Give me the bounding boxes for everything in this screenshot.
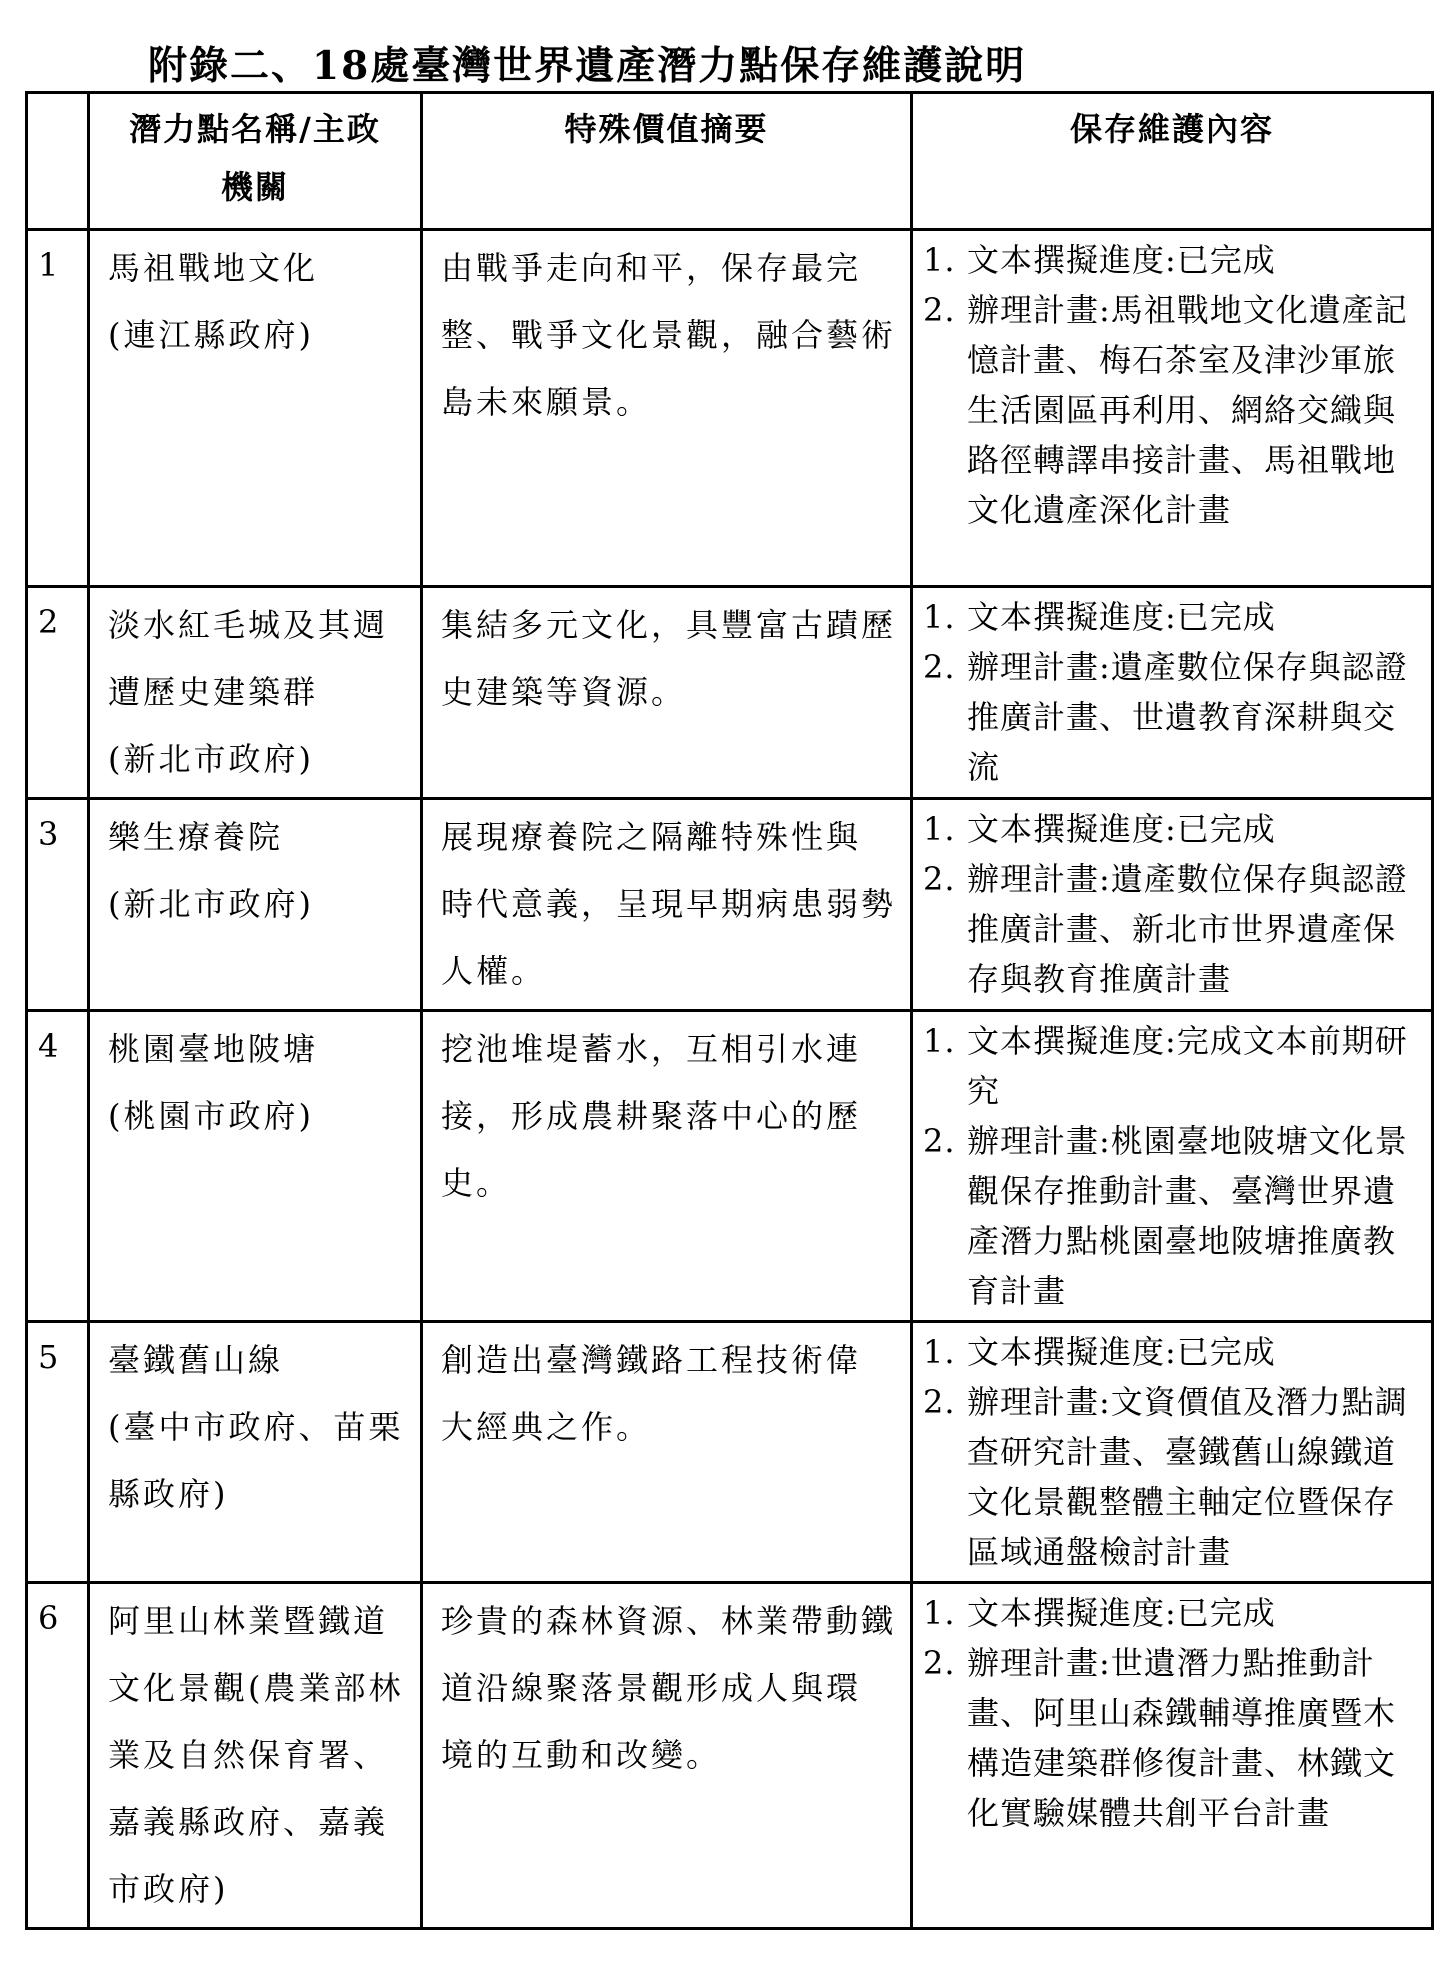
preservation-table [25,91,1434,1930]
value-summary-line: 時代意義，呈現早期病患弱勢 [441,885,897,923]
preservation-content-cell [912,1322,1433,1583]
site-name-line: (臺中市政府、苗栗 [108,1408,404,1446]
site-name-cell [89,1322,422,1583]
list-item-text: 辦理計畫:桃園臺地陂塘文化景觀保存推動計畫、臺灣世界遺產潛力點桃園臺地陂塘推廣教育計畫 [967,1122,1408,1310]
table-header-row [27,93,1433,230]
value-summary-line: 史建築等資源。 [441,673,687,711]
value-summary-line: 史。 [441,1164,512,1202]
site-name-line: 淡水紅毛城及其週 [108,606,389,644]
value-summary-line: 整、戰爭文化景觀，融合藝術 [441,316,897,354]
header-site-line: 機關 [220,168,289,206]
list-item-index: 2. [923,648,956,686]
site-name-cell [89,230,422,587]
site-name-line: (桃園市政府) [108,1097,314,1135]
preservation-content-cell [912,1583,1433,1929]
site-name-cell [89,1583,422,1929]
value-summary-cell [422,587,912,799]
value-summary-line: 挖池堆堤蓄水，互相引水連 [441,1030,862,1068]
list-item-text: 文本撰擬進度:完成文本前期研究 [967,1022,1408,1110]
site-name-line: 嘉義縣政府、嘉義 [108,1803,389,1841]
value-summary-line: 創造出臺灣鐵路工程技術偉 [441,1341,862,1379]
site-name-line: 縣政府) [108,1475,229,1513]
value-summary-line: 集結多元文化，具豐富古蹟歷 [441,606,897,644]
list-item [923,1377,1419,1577]
preservation-content-cell [912,587,1433,799]
list-item-text: 辦理計畫:文資價值及潛力點調查研究計畫、臺鐵舊山線鐵道文化景觀整體主軸定位暨保存區域通盤檢討計畫 [967,1383,1408,1571]
list-item [923,642,1419,792]
site-name-cell [89,1011,422,1322]
list-item-text: 文本撰擬進度:已完成 [967,1333,1276,1371]
preservation-list [923,592,1419,792]
list-item-text: 辦理計畫:遺產數位保存與認證推廣計畫、新北市世界遺產保存與教育推廣計畫 [967,860,1408,998]
list-item-index: 2. [923,1644,956,1682]
site-name-line: (連江縣政府) [108,316,314,354]
list-item-index: 1. [923,241,956,279]
site-name-line: 桃園臺地陂塘 [108,1030,319,1068]
list-item [923,1638,1419,1838]
site-name-cell [89,799,422,1011]
value-summary-cell [422,799,912,1011]
list-item-text: 文本撰擬進度:已完成 [967,598,1276,636]
site-name-line: 遭歷史建築群 [108,673,319,711]
table-row [27,1322,1433,1583]
value-summary-line: 由戰爭走向和平，保存最完 [441,249,862,287]
value-summary-cell [422,1011,912,1322]
list-item-text: 文本撰擬進度:已完成 [967,1594,1276,1632]
list-item-index: 1. [923,810,956,848]
list-item [923,235,1419,285]
list-item-text: 辦理計畫:馬祖戰地文化遺產記憶計畫、梅石茶室及津沙軍旅生活園區再利用、網絡交織與路徑轉譯串接計畫、馬祖戰地文化遺產深化計畫 [967,291,1408,529]
list-item-text: 辦理計畫:遺產數位保存與認證推廣計畫、世遺教育深耕與交流 [967,648,1408,786]
header-num [27,93,89,230]
row-number: 3 [27,799,89,1011]
value-summary-line: 境的互動和改變。 [441,1736,722,1774]
site-name-line: 樂生療養院 [108,818,284,856]
list-item-text: 辦理計畫:世遺潛力點推動計畫、阿里山森鐵輔導推廣暨木構造建築群修復計畫、林鐵文化實驗媒體共創平台計畫 [967,1644,1397,1832]
list-item [923,1588,1419,1638]
list-item-index: 2. [923,1383,956,1421]
preservation-list [923,804,1419,1004]
list-item-index: 2. [923,1122,956,1160]
list-item-index: 1. [923,1022,956,1060]
site-name-line: 文化景觀(農業部林 [108,1669,404,1707]
preservation-list [923,1016,1419,1316]
table-row [27,587,1433,799]
value-summary-line: 島未來願景。 [441,383,652,421]
site-name-line: 馬祖戰地文化 [108,249,319,287]
list-item [923,1116,1419,1316]
list-item [923,285,1419,535]
list-item [923,854,1419,1004]
list-item [923,1016,1419,1116]
list-item-index: 1. [923,598,956,636]
value-summary-line: 接，形成農耕聚落中心的歷 [441,1097,862,1135]
list-item [923,804,1419,854]
table-row [27,1583,1433,1929]
value-summary-line: 大經典之作。 [441,1408,652,1446]
value-summary-line: 珍貴的森林資源、林業帶動鐵 [441,1602,897,1640]
value-summary-line: 展現療養院之隔離特殊性與 [441,818,862,856]
row-number: 4 [27,1011,89,1322]
list-item-index: 1. [923,1594,956,1632]
site-name-cell [89,587,422,799]
row-number: 2 [27,587,89,799]
site-name-line: 市政府) [108,1870,229,1908]
value-summary-cell [422,230,912,587]
value-summary-cell [422,1583,912,1929]
site-name-line: 業及自然保育署、 [108,1736,389,1774]
header-content: 保存維護內容 [912,93,1433,230]
table-row [27,799,1433,1011]
table-row [27,230,1433,587]
site-name-line: (新北市政府) [108,740,314,778]
list-item-index: 1. [923,1333,956,1371]
preservation-content-cell [912,1011,1433,1322]
table-row [27,1011,1433,1322]
list-item [923,592,1419,642]
list-item-text: 文本撰擬進度:已完成 [967,241,1276,279]
preservation-content-cell [912,230,1433,587]
row-number: 5 [27,1322,89,1583]
list-item-index: 2. [923,291,956,329]
site-name-line: 阿里山林業暨鐵道 [108,1602,389,1640]
row-number: 1 [27,230,89,587]
row-number: 6 [27,1583,89,1929]
preservation-list [923,1588,1419,1838]
list-item-index: 2. [923,860,956,898]
header-value: 特殊價值摘要 [422,93,912,230]
site-name-line: (新北市政府) [108,885,314,923]
value-summary-line: 人權。 [441,952,547,990]
value-summary-line: 道沿線聚落景觀形成人與環 [441,1669,862,1707]
preservation-list [923,1327,1419,1577]
list-item [923,1327,1419,1377]
value-summary-cell [422,1322,912,1583]
preservation-content-cell [912,799,1433,1011]
header-site-line: 潛力點名稱/主政 [129,110,381,148]
list-item-text: 文本撰擬進度:已完成 [967,810,1276,848]
site-name-line: 臺鐵舊山線 [108,1341,284,1379]
header-site [89,93,422,230]
page-title: 附錄二、18處臺灣世界遺產潛力點保存維護說明 [148,43,1027,89]
preservation-list [923,235,1419,535]
